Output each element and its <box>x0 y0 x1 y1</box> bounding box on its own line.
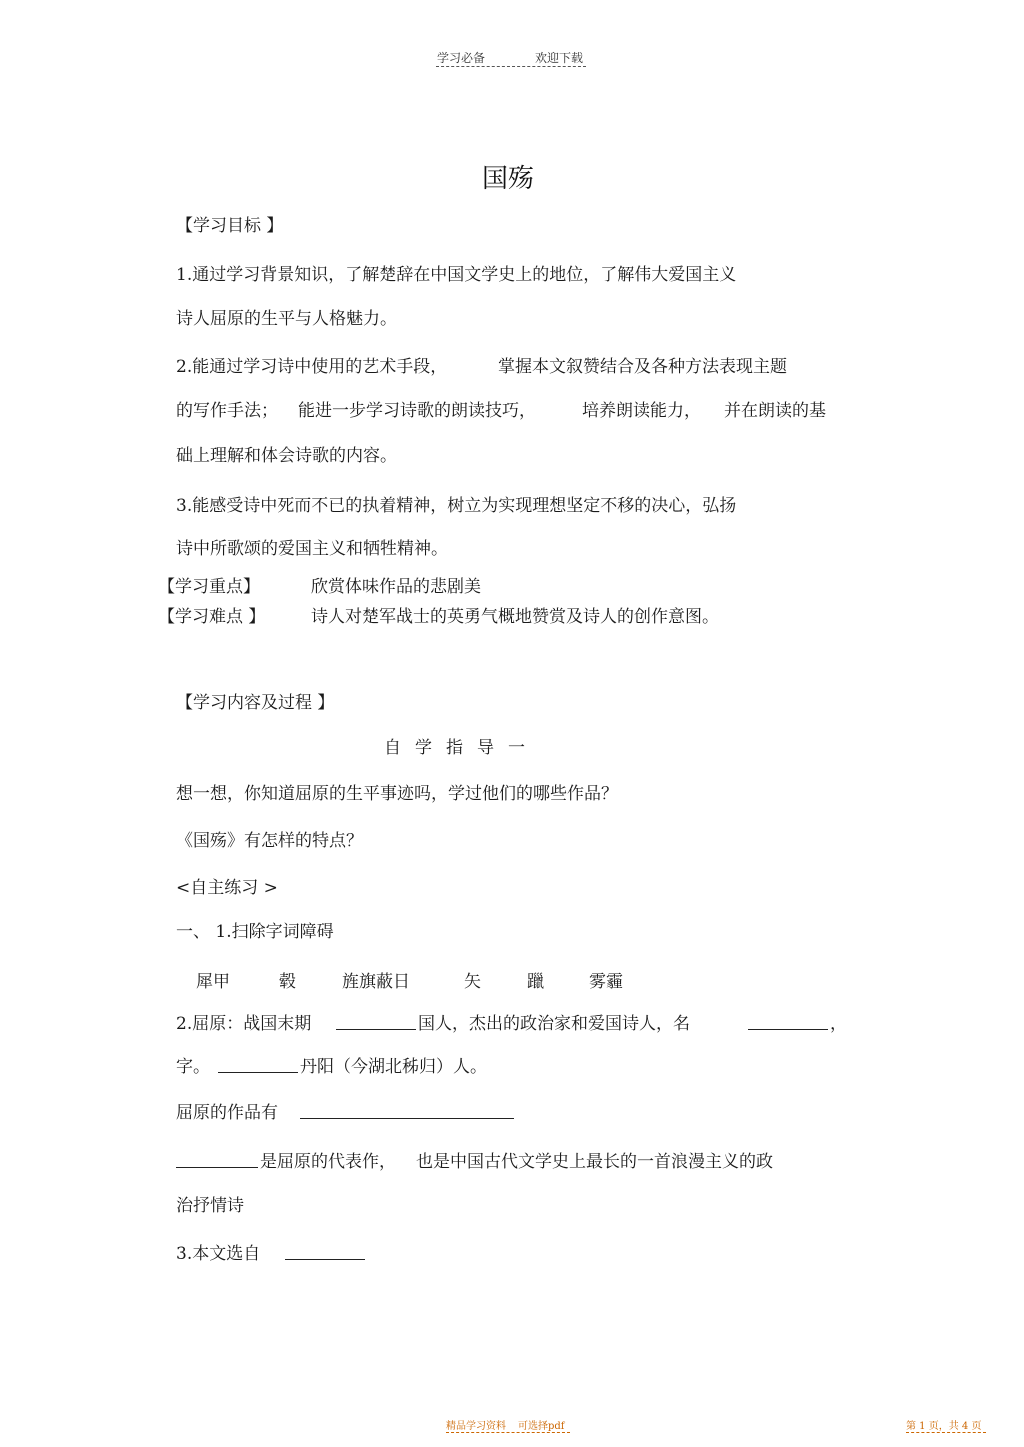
vocab-item: 毂 <box>279 972 296 992</box>
representative-text: 是屈原的代表作， <box>260 1152 396 1172</box>
fill-blank-source[interactable] <box>285 1244 365 1260</box>
section-1-heading: 一、 1.扫除字词障碍 <box>176 922 334 942</box>
page-title: 国殇 <box>482 164 535 194</box>
objective-1-line-2: 诗人屈原的生平与人格魅力。 <box>176 309 397 329</box>
objective-2-line-1a: 2.能通过学习诗中使用的艺术手段， <box>176 357 448 377</box>
keypoint-text: 欣赏体味作品的悲剧美 <box>311 577 481 597</box>
fill-2-prefix: 2.屈原：战国末期 <box>176 1014 312 1034</box>
representative-line-2: 治抒情诗 <box>176 1196 244 1216</box>
practice-heading: <自主练习 > <box>176 878 278 898</box>
objective-2-line-2c: 培养朗读能力， <box>582 401 701 421</box>
objective-2-line-2a: 的写作手法； <box>176 401 278 421</box>
keypoint-label: 【学习重点】 <box>158 577 260 597</box>
fill-3-label: 3.本文选自 <box>176 1244 261 1264</box>
fill-blank-representative-work[interactable] <box>176 1152 258 1168</box>
footer-left-2: 可选择pdf <box>518 1421 565 1432</box>
difficulty-text: 诗人对楚军战士的英勇气概地赞赏及诗人的创作意图。 <box>311 607 719 627</box>
objective-2-line-3: 础上理解和体会诗歌的内容。 <box>176 446 397 466</box>
fill-blank-courtesy-name[interactable] <box>218 1057 298 1073</box>
fill-2-middle: 国人，杰出的政治家和爱国诗人，名 <box>418 1014 690 1034</box>
vocab-item: 犀甲 <box>196 972 230 992</box>
fill-blank-works[interactable] <box>300 1103 514 1119</box>
objective-3-line-1: 3.能感受诗中死而不已的执着精神，树立为实现理想坚定不移的决心，弘扬 <box>176 496 737 516</box>
vocab-item: 旌旗蔽日 <box>342 972 410 992</box>
footer-right-divider <box>906 1432 986 1433</box>
representative-text-2: 也是中国古代文学史上最长的一首浪漫主义的政 <box>416 1152 773 1172</box>
objective-1-line-1: 1.通过学习背景知识，了解楚辞在中国文学史上的地位，了解伟大爱国主义 <box>176 265 737 285</box>
fill-2-comma: ， <box>830 1014 847 1034</box>
objective-2-line-2b: 能进一步学习诗歌的朗读技巧， <box>298 401 536 421</box>
header-left-text: 学习必备 <box>437 51 486 65</box>
fill-blank-country[interactable] <box>336 1014 416 1030</box>
vocab-item: 躐 <box>527 972 544 992</box>
objective-2-line-1b: 掌握本文叙赞结合及各种方法表现主题 <box>498 357 787 377</box>
objective-2-line-2d: 并在朗读的基 <box>724 401 826 421</box>
question-2: 《国殇》有怎样的特点？ <box>176 831 363 851</box>
fill-2-hometown: 丹阳（今湖北秭归）人。 <box>300 1057 487 1077</box>
vocab-item: 雾霾 <box>589 972 623 992</box>
works-label: 屈原的作品有 <box>176 1103 278 1123</box>
question-1: 想一想，你知道屈原的生平事迹吗，学过他们的哪些作品？ <box>176 784 618 804</box>
objectives-heading: 【学习目标 】 <box>176 216 284 236</box>
header-right-text: 欢迎下载 <box>535 51 584 65</box>
footer-page-number: 第 1 页，共 4 页 <box>906 1421 982 1432</box>
objective-3-line-2: 诗中所歌颂的爱国主义和牺牲精神。 <box>176 539 448 559</box>
footer-left-1: 精品学习资料 <box>446 1421 506 1432</box>
footer-left-divider <box>446 1432 570 1433</box>
fill-blank-name[interactable] <box>748 1014 828 1030</box>
header-divider <box>436 66 586 67</box>
guide-title: 自学指导一 <box>384 738 539 758</box>
fill-2-zi: 字。 <box>176 1057 210 1077</box>
vocab-item: 矢 <box>464 972 481 992</box>
content-heading: 【学习内容及过程 】 <box>176 693 335 713</box>
vocab-row <box>0 972 1024 994</box>
difficulty-label: 【学习难点 】 <box>158 607 266 627</box>
